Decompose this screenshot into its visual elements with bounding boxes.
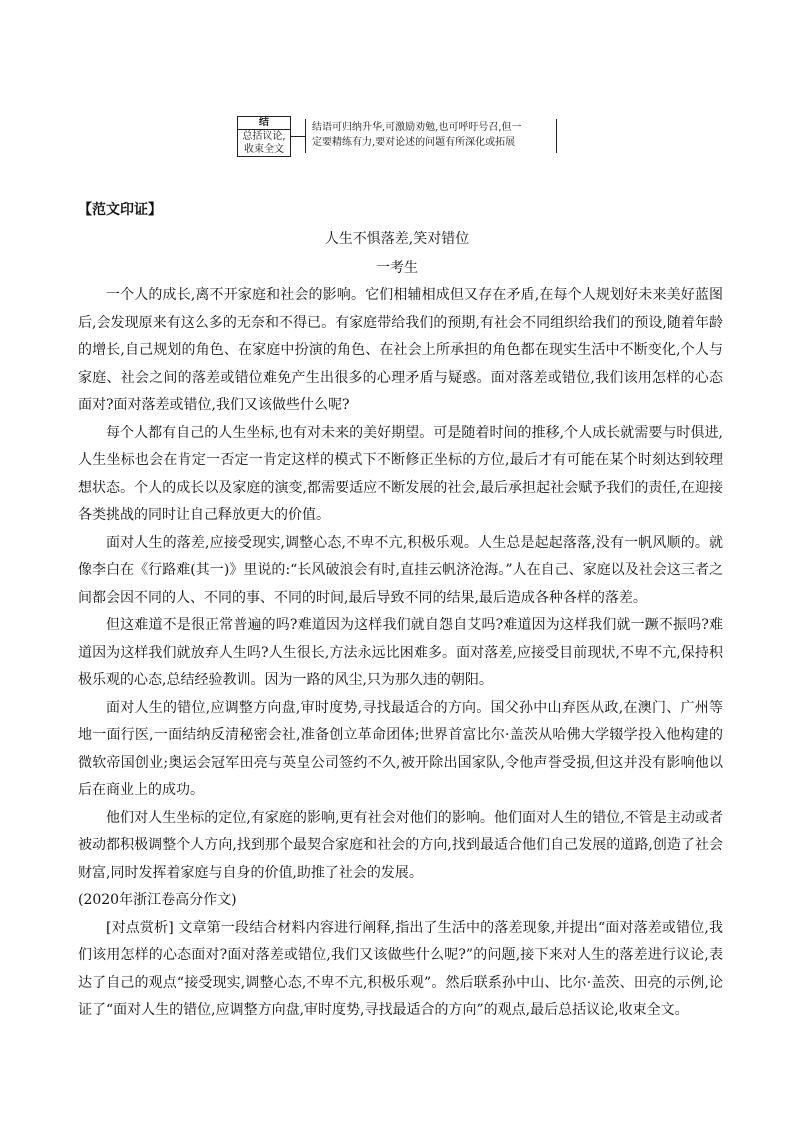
section-label: 【范文印证】	[78, 202, 162, 218]
essay-title: 人生不惧落差,笑对错位	[324, 231, 470, 247]
essay-body	[78, 282, 723, 1025]
diagram-head: 结	[238, 117, 290, 130]
diagram-right-line1: 结语可归纳升华,可激励劝勉,也可呼吁号召,但一	[312, 122, 522, 133]
diagram-left-box	[237, 116, 291, 157]
comment-paragraph	[78, 915, 723, 1025]
essay-paragraph-6: 他们对人生坐标的定位,有家庭的影响,更有社会对他们的影响。他们面对人生的错位,不管是主动或者被动都积极调整个人方向,找到那个最契合家庭和社会的方向,找到最适合他们自己发展的道路,创造了社会财富,同时发挥着家庭与自身的价值,助推了社会的发展。	[78, 809, 723, 881]
diagram-connector	[291, 136, 305, 137]
essay-paragraph-1: 一个人的成长,离不开家庭和社会的影响。它们相辅相成但又存在矛盾,在每个人规划好未来美好蓝图后,会发现原来有这么多的无奈和不得已。有家庭带给我们的预期,有社会不同组织给我们的预设,随着年龄的增长,自己规划的角色、在家庭中扮演的角色、在社会上所承担的角色都在现实生活中不断变化,个人与家庭、社会之间的落差或错位难免产生出很多的心理矛盾与疑惑。面对落差或错位,我们该用怎样的心态面对?面对落差或错位,我们又该做些什么呢?	[78, 287, 723, 413]
essay-paragraph-3: 面对人生的落差,应接受现实,调整心态,不卑不亢,积极乐观。人生总是起起落落,没有一帆风顺的。就像李白在《行路难(其一)》里说的:“长风破浪会有时,直挂云帆济沧海。”人在自己、家庭以及社会这三者之间都会因不同的人、不同的事、不同的时间,最后导致不同的结果,最后造成各种各样的落差。	[78, 534, 723, 606]
essay-paragraph-4: 但这难道不是很正常普遍的吗?难道因为这样我们就自怨自艾吗?难道因为这样我们就一蹶不振吗?难道因为这样我们就放弃人生吗?人生很长,方法永远比困难多。面对落差,应接受目前现状,不卑不亢,保持积极乐观的心态,总结经验教训。因为一路的风尘,只为那久违的朝阳。	[78, 617, 723, 688]
diagram-left-line2: 收束全文	[244, 144, 284, 155]
essay-author: 一考生	[376, 260, 418, 276]
essay-paragraph-2: 每个人都有自己的人生坐标,也有对未来的美好期望。可是随着时间的推移,个人成长就需要与时俱进,人生坐标也会在肯定一否定一肯定这样的模式下不断修正坐标的方位,最后才有可能在某个时刻达到较理想状态。个人的成长以及家庭的演变,都需要适应不断发展的社会,最后承担起社会赋予我们的责任,在迎接各类挑战的同时让自己释放更大的价值。	[78, 424, 723, 523]
essay-paragraph-5: 面对人生的错位,应调整方向盘,审时度势,寻找最适合的方向。国父孙中山弃医从政,在澳门、广州等地一面行医,一面结纳反清秘密会社,准备创立革命团体;世界首富比尔·盖茨从哈佛大学辍学投入他构建的微软帝国创业;奥运会冠军田亮与英皇公司签约不久,被开除出国家队,令他声誉受损,但这并没有影响他以后在商业上的成功。	[78, 699, 723, 798]
essay-source: (2020年浙江卷高分作文)	[78, 892, 237, 908]
structure-diagram	[237, 116, 557, 158]
diagram-left-line1: 总括议论,	[242, 131, 286, 142]
comment-tag: [对点赏析]	[106, 919, 174, 936]
diagram-right-box	[305, 119, 557, 153]
comment-text: 文章第一段结合材料内容进行阐释,指出了生活中的落差现象,并提出“面对落差或错位,我们该用怎样的心态面对?面对落差或错位,我们又该做些什么呢?”的问题,接下来对人生的落差进行议论,表达了自己的观点“接受现实,调整心态,不卑不亢,积极乐观”。然后联系孙中山、比尔·盖茨、田亮的示例,论证了“面对人生的错位,应调整方向盘,审时度势,寻找最适合的方向”的观点,最后总括议论,收束全文。	[78, 919, 723, 1018]
diagram-right-line2: 定要精练有力,要对论述的问题有所深化或拓展	[312, 137, 516, 148]
